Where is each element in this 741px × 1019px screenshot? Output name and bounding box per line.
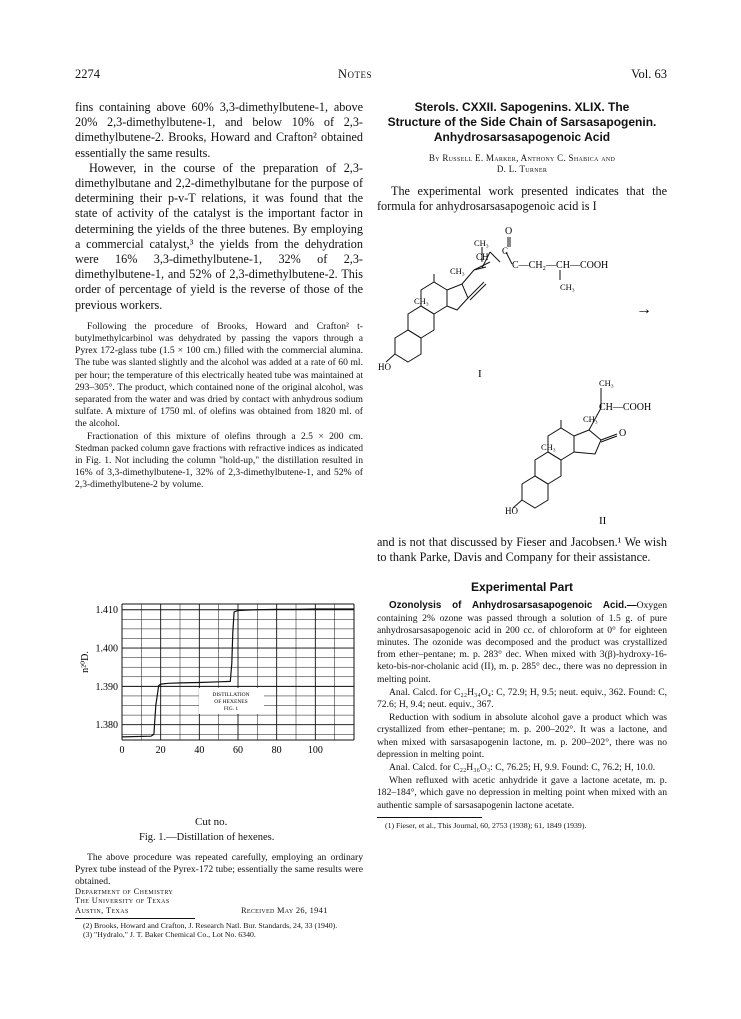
affiliation-line-1: Department of Chemistry <box>75 887 174 896</box>
affiliation-block <box>75 887 173 915</box>
y-tick-label: 1.400 <box>95 643 118 655</box>
structure-II-label: II <box>599 515 607 527</box>
received-date: Received May 26, 1941 <box>241 906 328 915</box>
chart-xlabel: Cut no. <box>195 816 228 828</box>
y-tick-label: 1.380 <box>95 720 118 732</box>
footnote-rule-left <box>75 918 195 919</box>
authors-line-1: By Russell E. Marker, Anthony C. Shabica and <box>428 153 616 163</box>
experimental-paragraph-2: Reduction with sodium in absolute alcohol gave a product which was crystallized from ether–pentane; m. p. 200–202°. It was a lactone, and when mixed with sarsasapogenin lactone, m. p. 200–202°, there was no depression in melting point. <box>377 712 667 760</box>
structure-II <box>505 378 675 528</box>
volume-label: Vol. 63 <box>631 67 667 81</box>
left-paragraph-2: However, in the course of the preparation of 2,3-dimethylbutane and 2,2-dimethylbutane for the purpose of determining their p-v-T relations, it was found that the state of activity of the catalyst is the important factor in determining the yields of the three butenes. By employing a commercial catalyst,³ the yields from the dehydration were 16% 3,3-dimethylbutene-1, 32% of 2,3-dimethylbutene-1, and 52% of 2,3-dimethylbutene-2. This order of percentage of yield is the reverse of those of the previous workers. <box>75 160 363 312</box>
x-tick-label: 80 <box>271 745 282 756</box>
intro-paragraph: The experimental work presented indicates that the formula for anhydrosarsasapogenoic acid is I <box>377 184 667 214</box>
y-tick-label: 1.390 <box>95 681 118 693</box>
experimental-run-in: Ozonolysis of Anhydrosarsasapogenoic Acid.— <box>389 600 637 612</box>
structure-I-ho: HO <box>378 362 391 372</box>
running-head: Notes <box>338 67 373 81</box>
authors-line-2: D. L. Turner <box>496 164 548 174</box>
structure-II-oxygen: O <box>619 428 627 439</box>
after-structures-paragraph: and is not that discussed by Fieser and Jacobsen.¹ We wish to thank Parke, Davis and Company for their assistance. <box>377 535 667 565</box>
structure-I-c: C <box>502 246 509 256</box>
structure-I-ch3-mid: CH₃ <box>450 266 465 276</box>
page-number: 2274 <box>75 67 100 81</box>
structure-I-ch3-ring: CH₃ <box>414 296 429 306</box>
structure-I-ch3-chain: CH₃ <box>560 282 575 292</box>
footnote-2: (2) Brooks, Howard and Crafton, J. Research Natl. Bur. Standards, 24, 33 (1940). <box>83 921 338 930</box>
article-title-line-3: Anhydrosarsasapogenoic Acid <box>433 130 611 144</box>
x-tick-label: 20 <box>155 745 166 756</box>
left-paragraph-1: fins containing above 60% 3,3-dimethylbutene-1, above 20% 2,3-dimethylbutene-1, and below 10% of 2,3-dimethylbutene-2. Brooks, Howard and Crafton² obtained essentially the same results. <box>75 100 363 160</box>
x-tick-label: 60 <box>233 745 243 756</box>
structure-I-oxygen: O <box>505 226 513 237</box>
structure-II-ch3-mid: CH₃ <box>583 414 598 424</box>
structure-I-chain: C—CH₂—CH—COOH <box>512 260 609 271</box>
inset-label-line1: DISTILLATION <box>212 692 250 698</box>
reaction-arrow: → <box>636 301 652 318</box>
structure-II-ch3-top: CH₃ <box>599 378 614 388</box>
structure-II-ch3-ring: CH₃ <box>541 442 556 452</box>
structure-I-ch: CH <box>476 252 489 262</box>
affiliation-line-2: The University of Texas <box>75 896 170 906</box>
experimental-paragraph-3: When refluxed with acetic anhydride it gave a lactone acetate, m. p. 182–184°, which gave no depression in melting point when mixed with an authentic sample of sarsasapogenin lactone acetate. <box>377 775 667 811</box>
left-after-figure: The above procedure was repeated carefully, employing an ordinary Pyrex tube instead of the Pyrex-172 tube; essentially the same results were obtained. <box>75 852 363 888</box>
footnote-rule-right <box>377 817 482 818</box>
structure-I <box>378 222 668 382</box>
analysis-1: Anal. Calcd. for C₂₂H₃₄O₄: C, 72.9; H, 9.5; neut. equiv., 362. Found: C, 72.6; H, 9.4; neut. equiv., 367. <box>377 686 667 711</box>
structure-II-ch-cooh: CH—COOH <box>599 402 652 413</box>
structure-I-label: I <box>478 368 482 380</box>
right-column <box>377 100 667 214</box>
distillation-chart <box>78 590 363 800</box>
article-title-line-2: Structure of the Side Chain of Sarsasapogenin. <box>387 115 657 129</box>
left-footnotes <box>75 921 363 940</box>
right-lower-column <box>377 535 667 831</box>
affiliation-line-3: Austin, Texas <box>75 905 129 915</box>
left-small-paragraph-2: Fractionation of this mixture of olefins through a 2.5 × 200 cm. Stedman packed column gave fractions with refractive indices as indicated in Fig. 1. Not including the column "hold-up," the distillation resulted in 16% of 3,3-dimethylbutene-1, 32% of 2,3-dimethylbutene-1, and 52% of 2,3-dimethylbutene-2 by volume. <box>75 430 363 491</box>
figure-caption: Fig. 1.—Distillation of hexenes. <box>139 832 275 843</box>
x-tick-label: 0 <box>119 745 125 756</box>
structure-I-ch3-top: CH₃ <box>474 238 489 248</box>
y-tick-label: 1.410 <box>95 605 118 617</box>
chart-ylabel: n²⁰D. <box>80 651 91 673</box>
experimental-paragraph-1 <box>377 600 667 685</box>
inset-label-line3: FIG. 1 <box>223 706 239 712</box>
footnote-3: (3) "Hydralo," J. T. Baker Chemical Co., Lot No. 6340. <box>83 930 256 940</box>
article-title-line-1: Sterols. CXXII. Sapogenins. XLIX. The <box>414 100 630 114</box>
section-heading: Experimental Part <box>470 580 574 595</box>
x-tick-label: 100 <box>307 745 323 756</box>
right-footnote: (1) Fieser, et al., This Journal, 60, 2753 (1938); 61, 1849 (1939). <box>385 820 587 830</box>
left-small-paragraph-1: Following the procedure of Brooks, Howard and Crafton² t-butylmethylcarbinol was dehydrated by passing the vapors through a Pyrex 172-glass tube (1.5 × 100 cm.) filled with the commercial alumina. The tube was slanted slightly and the alcohol was added at a rate of 60 ml. per hour; the temperature of this electrically heated tube was maintained at 293–305°. The product, which contained none of the original alcohol, was separated from the water and was dried by contact with anhydrous sodium sulfate. A mixture of 1750 ml. of olefins was obtained from 1820 ml. of the alcohol. <box>75 320 363 430</box>
left-column <box>75 100 363 492</box>
structure-II-ho: HO <box>505 506 518 516</box>
analysis-2: Anal. Calcd. for C₂₂H₃₆O₃: C, 76.25; H, 9.9. Found: C, 76.2; H, 10.0. <box>389 762 656 774</box>
experimental-text-1: Oxygen containing 2% ozone was passed through a solution of 1.5 g. of pure anhydrosarsasapogenoic acid in 200 cc. of chloroform at 0° for eighteen minutes. The ozonide was decomposed and the product was crystallized from ether–pentane; m. p. 283° dec. When mixed with 3(β)-hydroxy-16-keto-bis-nor-cholanic acid (II), m. p. 285° dec., there was no depression in melting point. <box>377 600 667 685</box>
inset-label-line2: OF HEXENES <box>214 699 248 705</box>
x-tick-label: 40 <box>194 745 205 756</box>
